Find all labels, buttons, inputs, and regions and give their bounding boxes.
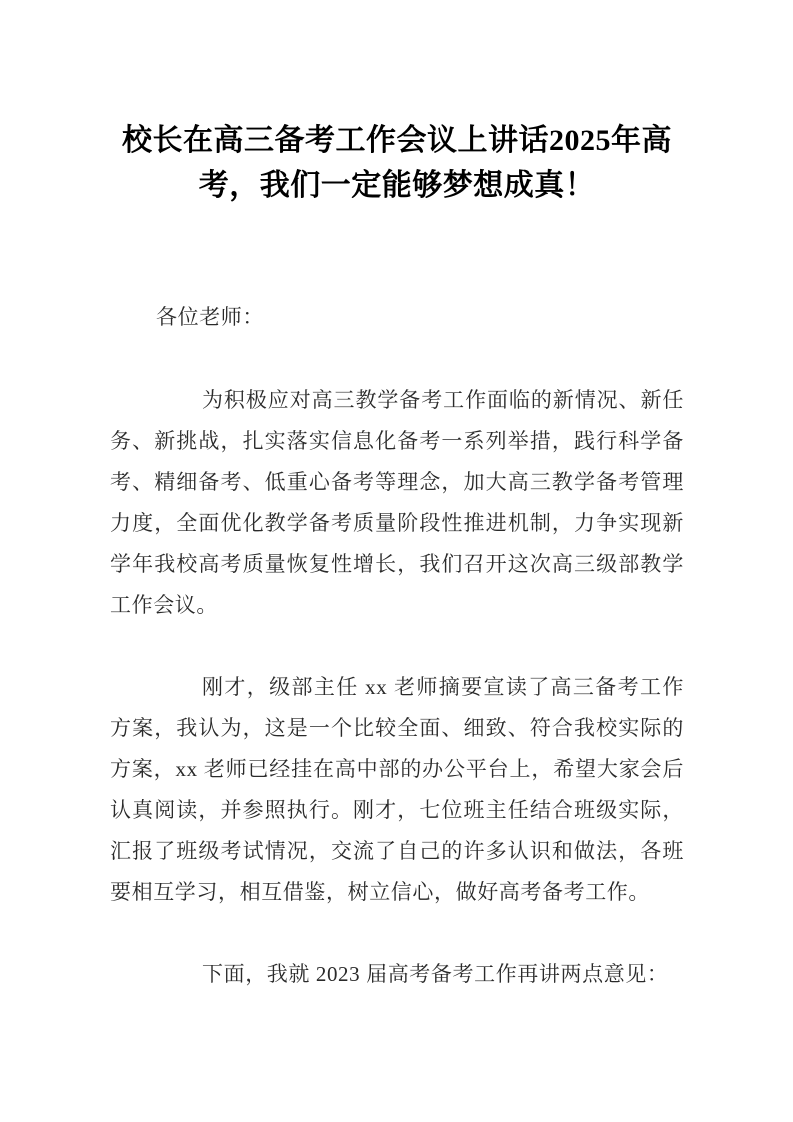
body-paragraph-2: 刚才，级部主任 xx 老师摘要宣读了高三备考工作方案，我认为，这是一个比较全面、细致、符合我校实际的方案，xx 老师已经挂在高中部的办公平台上，希望大家会后认真阅读，并参照执行。刚才，七位班主任结合班级实际，汇报了班级考试情况，交流了自己的许多认识和做法，各班要相互学习，相互借鉴，树立信心，做好高考备考工作。 <box>110 675 684 904</box>
salutation: 各位老师： <box>156 305 264 329</box>
body-paragraph-3: 下面，我就 2023 届高考备考工作再讲两点意见： <box>202 962 669 986</box>
document-body <box>110 0 684 995</box>
body-paragraph-1: 为积极应对高三教学备考工作面临的新情况、新任务、新挑战，扎实落实信息化备考一系列举措，践行科学备考、精细备考、低重心备考等理念，加大高三教学备考管理力度，全面优化教学备考质量阶段性推进机制，力争实现新学年我校高考质量恢复性增长，我们召开这次高三级部教学工作会议。 <box>110 388 684 617</box>
page-title: 校长在高三备考工作会议上讲话2025年高考，我们一定能够梦想成真！ <box>122 124 672 202</box>
